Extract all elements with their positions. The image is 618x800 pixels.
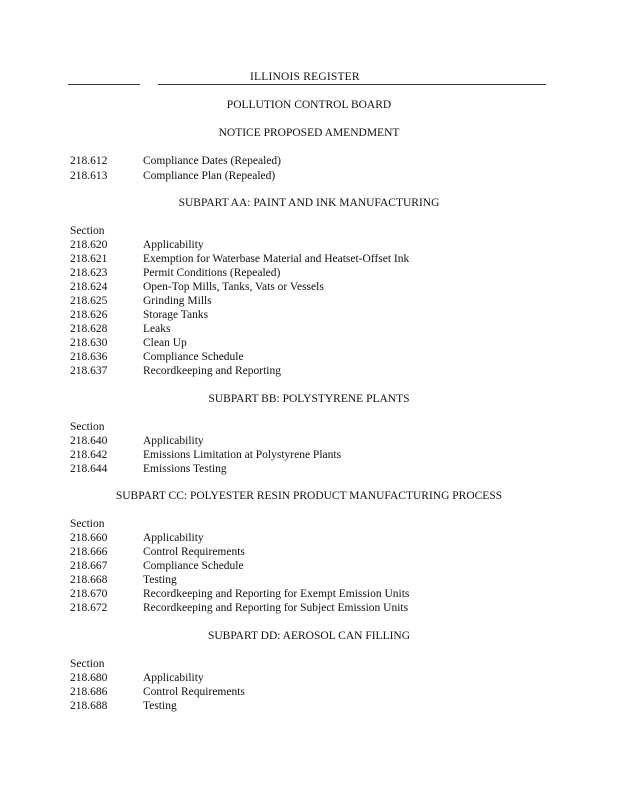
- section-title: Control Requirements: [143, 686, 245, 698]
- notice-title: NOTICE PROPOSED AMENDMENT: [218, 127, 400, 139]
- section-label: Section: [70, 421, 105, 433]
- agency-title: POLLUTION CONTROL BOARD: [226, 99, 392, 111]
- subpart-cc-heading: SUBPART CC: POLYESTER RESIN PRODUCT MANUFACTURING PROCESS: [115, 490, 503, 502]
- section-title: Applicability: [143, 435, 204, 447]
- section-title: Recordkeeping and Reporting: [143, 365, 281, 377]
- section-number: 218.640: [70, 435, 108, 447]
- section-number: 218.686: [70, 686, 108, 698]
- section-label: Section: [70, 518, 105, 530]
- subpart-bb-heading: SUBPART BB: POLYSTYRENE PLANTS: [208, 393, 410, 405]
- header-rule-left: [68, 84, 140, 85]
- subpart-dd-heading: SUBPART DD: AEROSOL CAN FILLING: [207, 630, 411, 642]
- section-number: 218.644: [70, 463, 108, 475]
- register-header: [68, 70, 546, 86]
- section-number: 218.667: [70, 560, 108, 572]
- section-number: 218.666: [70, 546, 108, 558]
- section-number: 218.613: [70, 170, 108, 182]
- subpart-aa-heading: SUBPART AA: PAINT AND INK MANUFACTURING: [178, 197, 440, 209]
- section-number: 218.668: [70, 574, 108, 586]
- section-title: Applicability: [143, 672, 204, 684]
- section-title: Compliance Schedule: [143, 560, 244, 572]
- section-title: Leaks: [143, 323, 171, 335]
- section-number: 218.630: [70, 337, 108, 349]
- section-title: Compliance Dates (Repealed): [143, 155, 281, 167]
- section-title: Permit Conditions (Repealed): [143, 267, 281, 279]
- section-title: Applicability: [143, 532, 204, 544]
- section-number: 218.672: [70, 602, 108, 614]
- section-number: 218.642: [70, 449, 108, 461]
- section-title: Emissions Limitation at Polystyrene Plants: [143, 449, 342, 461]
- section-title: Storage Tanks: [143, 309, 209, 321]
- register-title: ILLINOIS REGISTER: [250, 71, 360, 83]
- section-title: Emissions Testing: [143, 463, 227, 475]
- section-title: Control Requirements: [143, 546, 245, 558]
- section-title: Recordkeeping and Reporting for Exempt Emission Units: [143, 588, 410, 600]
- section-title: Testing: [143, 700, 177, 712]
- section-title: Applicability: [143, 239, 204, 251]
- section-title: Clean Up: [143, 337, 187, 349]
- section-number: 218.623: [70, 267, 108, 279]
- section-number: 218.625: [70, 295, 108, 307]
- section-title: Compliance Plan (Repealed): [143, 170, 276, 182]
- section-title: Compliance Schedule: [143, 351, 244, 363]
- section-number: 218.660: [70, 532, 108, 544]
- section-title: Open-Top Mills, Tanks, Vats or Vessels: [143, 281, 324, 293]
- section-number: 218.626: [70, 309, 108, 321]
- section-title: Testing: [143, 574, 177, 586]
- section-label: Section: [70, 225, 105, 237]
- section-number: 218.612: [70, 155, 108, 167]
- section-label: Section: [70, 658, 105, 670]
- section-number: 218.680: [70, 672, 108, 684]
- section-number: 218.637: [70, 365, 108, 377]
- section-title: Exemption for Waterbase Material and Heatset-Offset Ink: [143, 253, 410, 265]
- section-number: 218.621: [70, 253, 108, 265]
- section-number: 218.628: [70, 323, 108, 335]
- header-rule-right: [158, 84, 546, 85]
- section-number: 218.636: [70, 351, 108, 363]
- section-title: Grinding Mills: [143, 295, 212, 307]
- section-number: 218.670: [70, 588, 108, 600]
- section-title: Recordkeeping and Reporting for Subject Emission Units: [143, 602, 409, 614]
- section-number: 218.620: [70, 239, 108, 251]
- section-number: 218.624: [70, 281, 108, 293]
- section-number: 218.688: [70, 700, 108, 712]
